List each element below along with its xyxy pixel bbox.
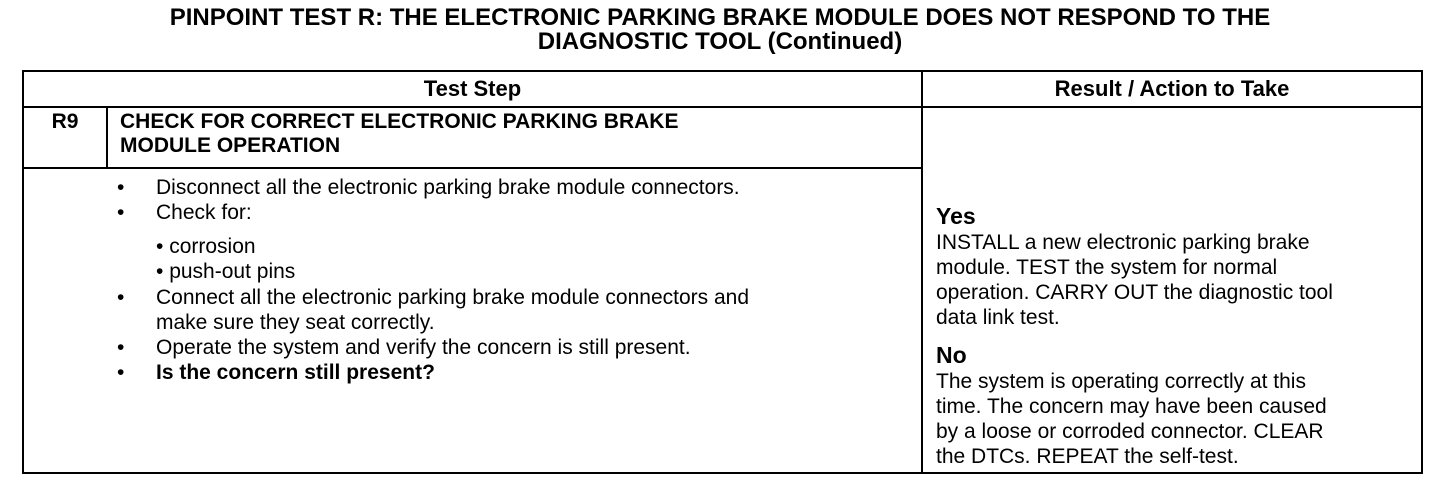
sub-bullet-2: • (156, 260, 164, 283)
bullet-4: • (117, 336, 125, 359)
step-title-line-2: MODULE OPERATION (120, 134, 341, 157)
sub-item-2-text: push-out pins (169, 260, 296, 283)
pinpoint-test-table (22, 70, 1423, 474)
result-no-label: No (936, 342, 967, 368)
bullet-2: • (117, 201, 125, 224)
step-item-3: Connect all the electronic parking brake module connectors and (156, 286, 750, 309)
bullet-5: • (117, 361, 125, 384)
step-title (120, 110, 910, 158)
sub-item-1-text: corrosion (169, 235, 256, 258)
sub-item-2 (156, 259, 295, 284)
page-title (0, 6, 1440, 54)
yes-line-4: data link test. (936, 306, 1060, 329)
title-line-1: PINPOINT TEST R: THE ELECTRONIC PARKING BRAKE MODULE DOES NOT RESPOND TO THE (169, 4, 1271, 31)
no-line-3: by a loose or corroded connector. CLEAR (936, 420, 1324, 443)
yes-line-3: operation. CARRY OUT the diagnostic tool (936, 281, 1333, 304)
step-item-4: Operate the system and verify the concern is still present. (156, 336, 691, 359)
result-yes-text (936, 230, 1420, 330)
step-item-1: Disconnect all the electronic parking brake module connectors. (156, 176, 740, 199)
title-line-2: DIAGNOSTIC TOOL (Continued) (537, 28, 903, 55)
step-question: Is the concern still present? (156, 361, 435, 384)
header-divider (24, 106, 1421, 108)
step-title-line-1: CHECK FOR CORRECT ELECTRONIC PARKING BRAKE (120, 110, 679, 133)
sub-item-1 (156, 234, 256, 259)
no-line-1: The system is operating correctly at this (936, 370, 1306, 393)
yes-line-2: module. TEST the system for normal (936, 256, 1278, 279)
header-result-action: Result / Action to Take (1054, 76, 1290, 101)
result-no-text (936, 369, 1420, 469)
step-id-divider (106, 108, 108, 168)
no-line-4: the DTCs. REPEAT the self-test. (936, 445, 1239, 468)
step-item-2: Check for: (156, 201, 252, 224)
bullet-3: • (117, 286, 125, 309)
yes-line-1: INSTALL a new electronic parking brake (936, 231, 1310, 254)
step-item-3-cont: make sure they seat correctly. (156, 311, 435, 334)
result-yes-label: Yes (936, 203, 976, 229)
no-line-2: time. The concern may have been caused (936, 395, 1327, 418)
bullet-1: • (117, 176, 125, 199)
column-divider (921, 72, 923, 472)
header-test-step: Test Step (423, 76, 522, 101)
step-title-divider (24, 167, 921, 169)
sub-bullet-1: • (156, 235, 164, 258)
step-id: R9 (51, 110, 79, 133)
